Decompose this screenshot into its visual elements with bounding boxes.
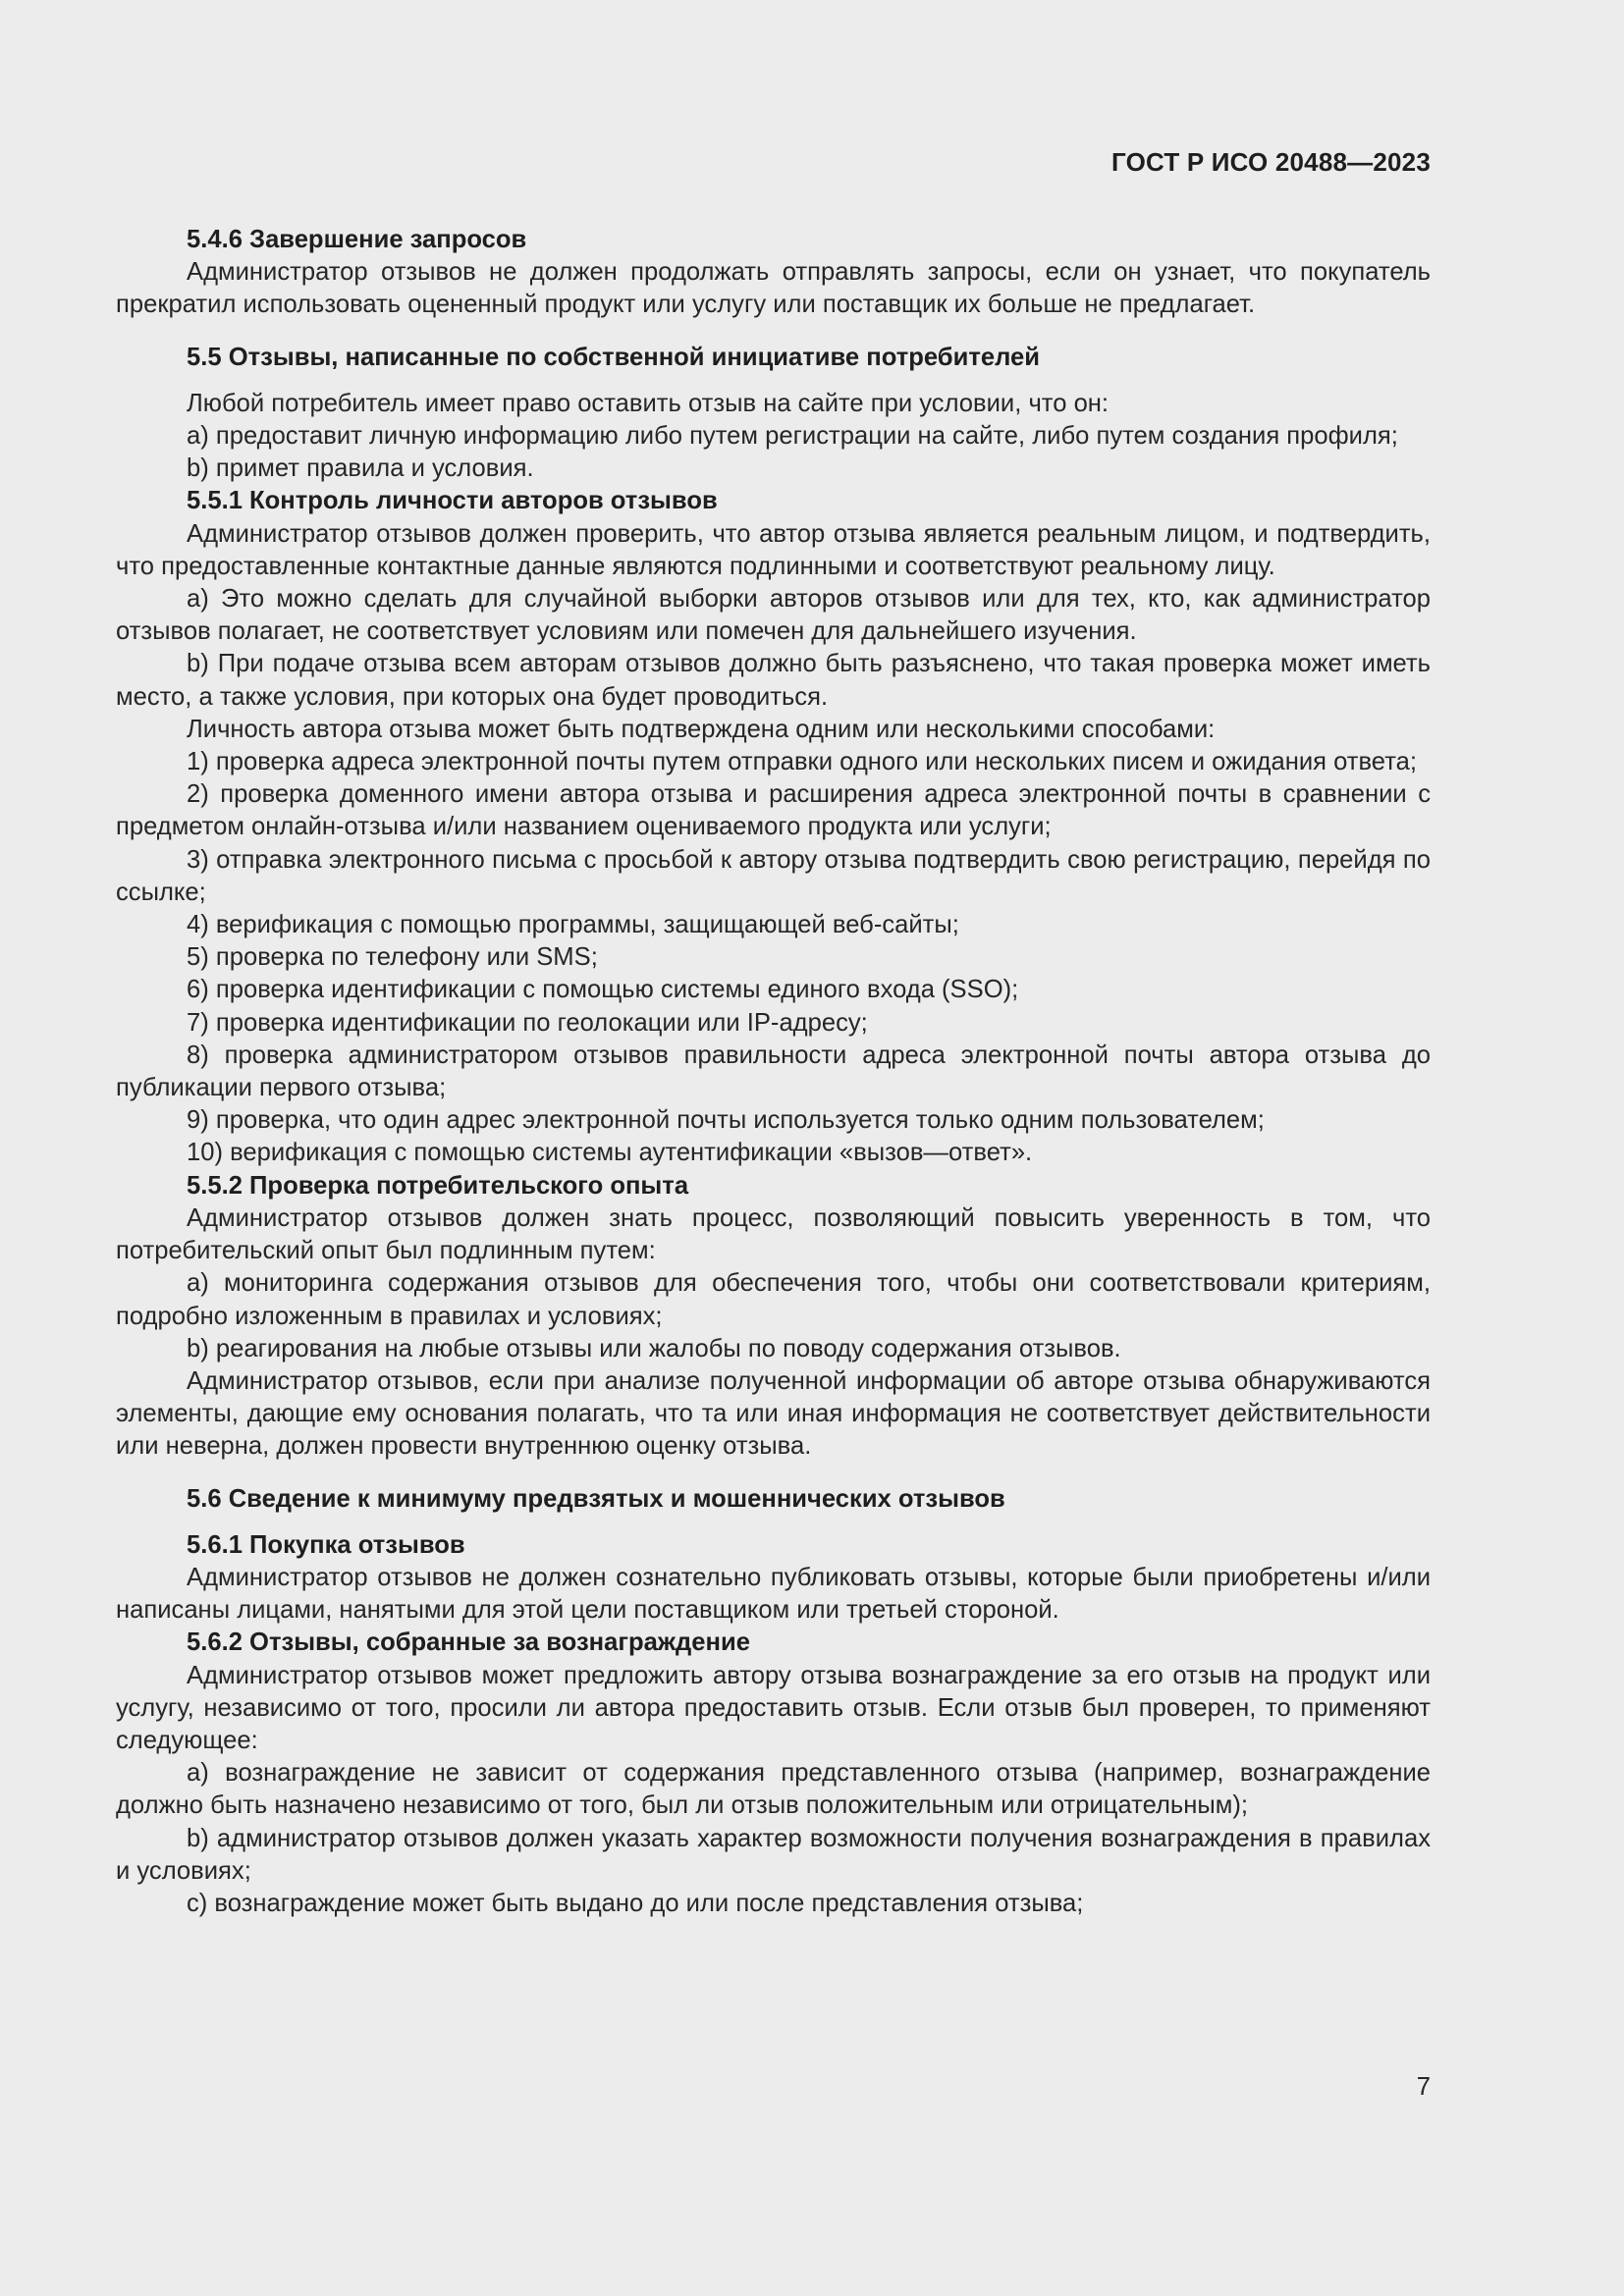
list-item: b) При подаче отзыва всем авторам отзывов должно быть разъяснено, что такая проверка может иметь место, а также условия, при которых она будет проводиться.	[116, 650, 1431, 711]
list-item: 3) отправка электронного письма с просьбой к автору отзыва подтвердить свою регистрацию, перейдя по ссылке;	[116, 845, 1431, 906]
list-item: a) вознаграждение не зависит от содержания представленного отзыва (например, вознаграждение должно быть назначено независимо от того, был ли отзыв положительным или отрицательным);	[116, 1759, 1431, 1820]
paragraph: Администратор отзывов должен знать процесс, позволяющий повысить уверенность в том, что потребительский опыт был подлинным путем:	[116, 1203, 1431, 1265]
list-item: 9) проверка, что один адрес электронной почты используется только одним пользователем;	[187, 1106, 1265, 1135]
list-item: a) мониторинга содержания отзывов для обеспечения того, чтобы они соответствовали критериям, подробно изложенным в правилах и условиях;	[116, 1269, 1431, 1330]
paragraph: Администратор отзывов не должен продолжать отправлять запросы, если он узнает, что покупатель прекратил использовать оцененный продукт или услугу или поставщик их больше не предлагает.	[116, 258, 1431, 319]
paragraph: Личность автора отзыва может быть подтверждена одним или несколькими способами:	[187, 715, 1216, 743]
paragraph: Администратор отзывов, если при анализе полученной информации об авторе отзыва обнаруживаются элементы, дающие ему основания полагать, что та или иная информация не соответствует действительности или неверна, должен провести внутреннюю оценку отзыва.	[116, 1366, 1431, 1461]
list-item: 4) верификация с помощью программы, защищающей веб-сайты;	[187, 911, 959, 939]
list-item: 8) проверка администратором отзывов правильности адреса электронной почты автора отзыва до публикации первого отзыва;	[116, 1041, 1431, 1102]
paragraph: Любой потребитель имеет право оставить отзыв на сайте при условии, что он:	[187, 389, 1110, 417]
heading-5-6-1: 5.6.1 Покупка отзывов	[187, 1530, 465, 1559]
list-item: 6) проверка идентификации с помощью системы единого входа (SSO);	[187, 976, 1019, 1004]
heading-5-5: 5.5 Отзывы, написанные по собственной инициативе потребителей	[187, 343, 1040, 371]
page-number: 7	[1416, 2073, 1431, 2101]
list-item: b) примет правила и условия.	[187, 454, 534, 483]
paragraph: Администратор отзывов не должен сознательно публиковать отзывы, которые были приобретены и/или написаны лицами, нанятыми для этой цели поставщиком или третьей стороной.	[116, 1563, 1431, 1625]
list-item: 5) проверка по телефону или SMS;	[187, 943, 598, 972]
heading-5-6: 5.6 Сведение к минимуму предвзятых и мошеннических отзывов	[187, 1484, 1005, 1513]
standard-header: ГОСТ Р ИСО 20488—2023	[1110, 147, 1431, 177]
list-item: a) предоставит личную информацию либо путем регистрации на сайте, либо путем создания профиля;	[187, 422, 1398, 451]
heading-5-5-1: 5.5.1 Контроль личности авторов отзывов	[187, 487, 718, 515]
list-item: b) администратор отзывов должен указать характер возможности получения вознаграждения в правилах и условиях;	[116, 1824, 1431, 1885]
list-item: 2) проверка доменного имени автора отзыва и расширения адреса электронной почты в сравнении с предметом онлайн-отзыва и/или названием оцениваемого продукта или услуги;	[116, 780, 1431, 841]
list-item: 1) проверка адреса электронной почты путем отправки одного или нескольких писем и ожидания ответа;	[187, 748, 1417, 776]
paragraph: Администратор отзывов должен проверить, что автор отзыва является реальным лицом, и подтвердить, что предоставленные контактные данные являются подлинными и соответствуют реальному лицу.	[116, 519, 1431, 580]
heading-5-4-6: 5.4.6 Завершение запросов	[187, 226, 527, 253]
list-item: a) Это можно сделать для случайной выборки авторов отзывов или для тех, кто, как администратор отзывов полагает, не соответствует условиям или помечен для дальнейшего изучения.	[116, 585, 1431, 646]
list-item: c) вознаграждение может быть выдано до или после представления отзыва;	[187, 1889, 1084, 1917]
document-body	[116, 224, 1431, 1920]
heading-5-6-2: 5.6.2 Отзывы, собранные за вознаграждение	[187, 1629, 750, 1657]
heading-5-5-2: 5.5.2 Проверка потребительского опыта	[187, 1171, 689, 1200]
list-item: 10) верификация с помощью системы аутентификации «вызов—ответ».	[187, 1139, 1033, 1167]
paragraph: Администратор отзывов может предложить автору отзыва вознаграждение за его отзыв на продукт или услугу, независимо от того, просили ли автора предоставить отзыв. Если отзыв был проверен, то применяют следующее:	[116, 1661, 1431, 1754]
list-item: b) реагирования на любые отзывы или жалобы по поводу содержания отзывов.	[187, 1334, 1121, 1362]
list-item: 7) проверка идентификации по геолокации или IP-адресу;	[187, 1008, 868, 1037]
